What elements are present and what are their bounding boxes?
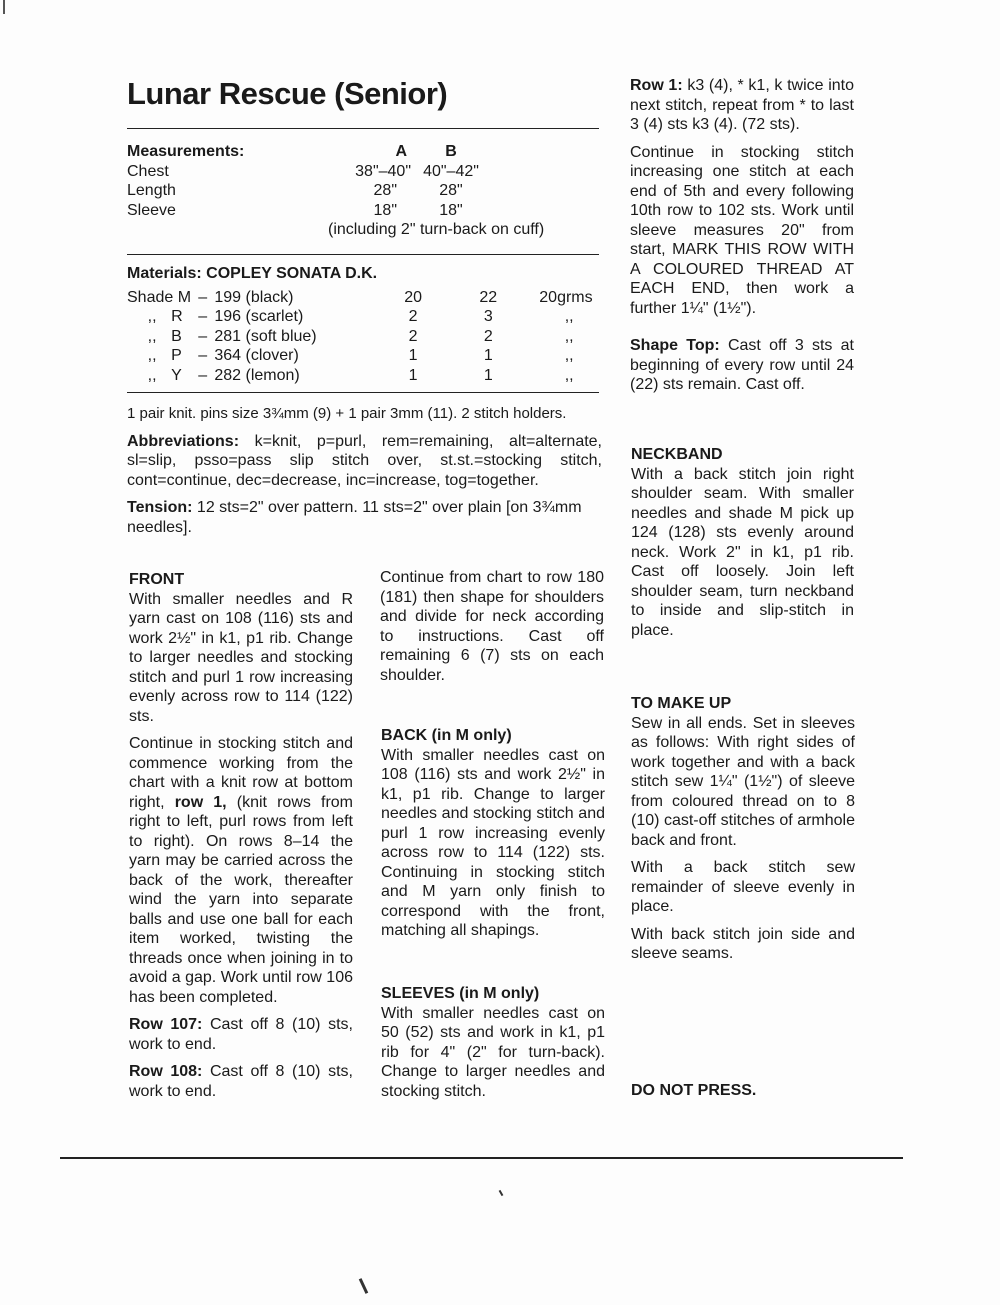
scan-mark [3,0,5,14]
row1-paragraph [630,76,854,135]
back-section [381,726,605,941]
measurement-b: 40"–42" [423,162,479,180]
row1-text: k3 (4), * k1, k twice into next stitch, repeat from * to last 3 (4) sts k3 (4). (72 sts). [630,77,854,133]
front-text: (knit rows from right to left, purl rows from left to right). On rows 8–14 the yarn may be carried across the back of the work, thereafter wind the yarn into separate balls and use one ball for each item worked, twisting the threads once when joining in to avoid a gap. Work until row 106 has been completed. [129,793,354,1006]
abbreviations-label: Abbreviations: [127,432,240,450]
measurement-b: 18" [439,201,463,219]
neckband-section [631,445,854,640]
material-dash: – [198,327,208,345]
material-a: 1 [408,366,418,384]
material-dash: – [198,347,208,364]
material-row [127,288,599,308]
needles-text: 1 pair knit. pins size 3¾mm (9) + 1 pair 3mm (11). 2 stitch holders. [127,405,567,422]
front-text: Continue in stocking stitch and commence working from the chart with a knit row at bottom right, [129,735,353,811]
materials-heading: Materials: COPLEY SONATA D.K. [127,265,378,282]
measurement-row [127,201,597,221]
material-desc: 281 (soft blue) [214,327,317,345]
material-prefix: ,, [147,347,157,364]
neckband-heading: NECKBAND [631,446,723,463]
material-row [127,346,599,366]
material-prefix: ,, [147,308,157,325]
shape-top-text: Cast off 3 sts at beginning of every row until 24 (22) sts remain. Cast off. [630,337,855,393]
material-row [127,366,599,386]
measurement-label: Sleeve [127,201,176,219]
back-text: With smaller needles cast on 108 (116) sts and work 2½" in k1, p1 rib. Change to larger needles and stocking stitch and purl 1 row increasing evenly across row to 114 (122) sts. Continuing in stocking stitch and M yarn only finish to correspond with the front, matching all shapings. [381,746,605,939]
material-b: 1 [483,366,493,384]
material-prefix: Shade M [127,288,192,306]
make-up-section [631,694,855,964]
material-desc: 364 (clover) [214,347,299,364]
material-b: 1 [483,347,493,364]
sleeve-continue-text: Continue in stocking stitch increasing one stitch at each end of 5th and every following 10th row to 102 sts. Work until sleeve measures 20" from start, MARK THIS ROW WITH A COLOURED THREAD AT EACH END, then work a further 1¼" (1½"). [630,143,854,317]
row1-label: Row 1: [630,77,683,94]
materials-rule [127,392,599,393]
measurements-rule [127,254,599,255]
tension-text: 12 sts=2" over pattern. 11 sts=2" over plain [on 3¾mm needles]. [127,499,582,536]
measurements-table [127,142,597,220]
measurement-label: Chest [127,162,169,180]
material-desc: 196 (scarlet) [214,308,304,325]
material-dash: – [198,288,208,306]
material-dash: – [198,308,208,325]
material-code: R [171,308,183,325]
front-section [129,570,353,1109]
back-heading: BACK (in M only) [381,727,512,744]
scan-mark [499,1190,504,1196]
material-unit: 20grms [539,288,593,306]
neckband-text: With a back stitch join right shoulder seam. With smaller needles and shade M pick up 124 (128) sts evenly around neck. Work 2" in k1, p1 rib. Cast off loosely. Join left shoulder seam, turn neckband to inside and slip-stitch in place. [631,465,854,639]
measurement-b: 28" [439,182,463,199]
material-unit: ,, [564,366,574,384]
measurement-row [127,181,597,201]
row108-text: Cast off 8 (10) sts, work to end. [129,1063,353,1100]
material-code: P [171,347,182,364]
front-paragraph: With smaller needles and R yarn cast on 108 (116) sts and work 2½" in k1, p1 rib. Change to larger needles and stocking stitch and purl 1 row increasing evenly across row to 114 (122) sts. [129,590,353,725]
abbreviations-paragraph [127,432,602,491]
material-b: 2 [483,327,493,345]
make-up-paragraph: Sew in all ends. Set in sleeves as follows: With right sides of work together and with a back stitch sew 1¼" (1½") of sleeve from coloured thread on to 8 (10) cast-off stitches of armhole back and front. [631,714,855,849]
materials-section [127,264,599,385]
material-prefix: ,, [147,366,157,384]
make-up-paragraph: With back stitch join side and sleeve seams. [631,925,855,962]
size-a-header: A [395,143,407,160]
front-paragraph [129,734,353,1007]
material-row [127,307,599,327]
measurements-header-row [127,142,597,162]
measurement-a: 28" [373,182,397,199]
shape-top-paragraph [630,336,854,395]
row107-paragraph [129,1015,353,1054]
row107-label: Row 107: [129,1016,203,1033]
continue-chart-section [380,568,604,685]
sleeves-section [381,984,605,1101]
material-a: 2 [408,327,418,345]
material-prefix: ,, [147,327,157,345]
scan-mark [359,1278,368,1294]
tension-paragraph [127,498,602,537]
do-not-press: DO NOT PRESS. [631,1082,757,1099]
abbreviations-text: k=knit, p=purl, rem=remaining, alt=alternate, sl=slip, psso=pass slip stitch over, st.st.=stocking stitch, cont=continue, dec=decrease, inc=increase, tog=together. [127,432,602,489]
title-rule [127,128,599,129]
general-notes [127,404,602,545]
measurements-section [127,142,597,240]
material-unit: ,, [564,327,574,345]
material-row [127,327,599,347]
shape-top-label: Shape Top: [630,337,720,354]
measurement-a: 38"–40" [355,162,411,180]
sleeve-instructions [630,76,854,395]
material-dash: – [198,366,208,384]
material-desc: 199 (black) [214,288,294,306]
size-b-header: B [445,143,457,160]
sleeves-text: With smaller needles cast on 50 (52) sts and work in k1, p1 rib for 4" (2" for turn-back). Change to larger needles and stocking stitch. [381,1004,605,1100]
materials-table [127,288,599,386]
make-up-paragraph: With a back stitch sew remainder of sleeve evenly in place. [631,859,855,915]
material-a: 2 [408,308,418,325]
measurement-row [127,162,597,182]
material-b: 22 [479,288,498,306]
measurement-label: Length [127,182,176,199]
bottom-rule [60,1157,903,1159]
material-code: B [171,327,182,345]
material-desc: 282 (lemon) [214,366,300,384]
measurements-note: (including 2" turn-back on cuff) [328,221,545,238]
row107-text: Cast off 8 (10) sts, work to end. [129,1016,353,1053]
sleeves-heading: SLEEVES (in M only) [381,985,540,1002]
material-a: 1 [408,347,418,364]
front-heading: FRONT [129,571,185,588]
material-code: Y [171,366,182,384]
material-unit: ,, [564,308,574,325]
make-up-heading: TO MAKE UP [631,695,732,712]
material-unit: ,, [564,347,574,364]
continue-chart-text: Continue from chart to row 180 (181) then shape for shoulders and divide for neck according to instructions. Cast off remaining 6 (7) sts on each shoulder. [380,569,604,684]
page-title: Lunar Rescue (Senior) [127,76,448,111]
tension-label: Tension: [127,499,193,516]
row108-label: Row 108: [129,1063,203,1080]
front-row1-label: row 1, [174,793,227,811]
row108-paragraph [129,1062,353,1101]
material-a: 20 [404,288,422,306]
measurement-a: 18" [373,201,397,219]
material-b: 3 [483,308,493,325]
measurements-heading: Measurements: [127,143,245,160]
